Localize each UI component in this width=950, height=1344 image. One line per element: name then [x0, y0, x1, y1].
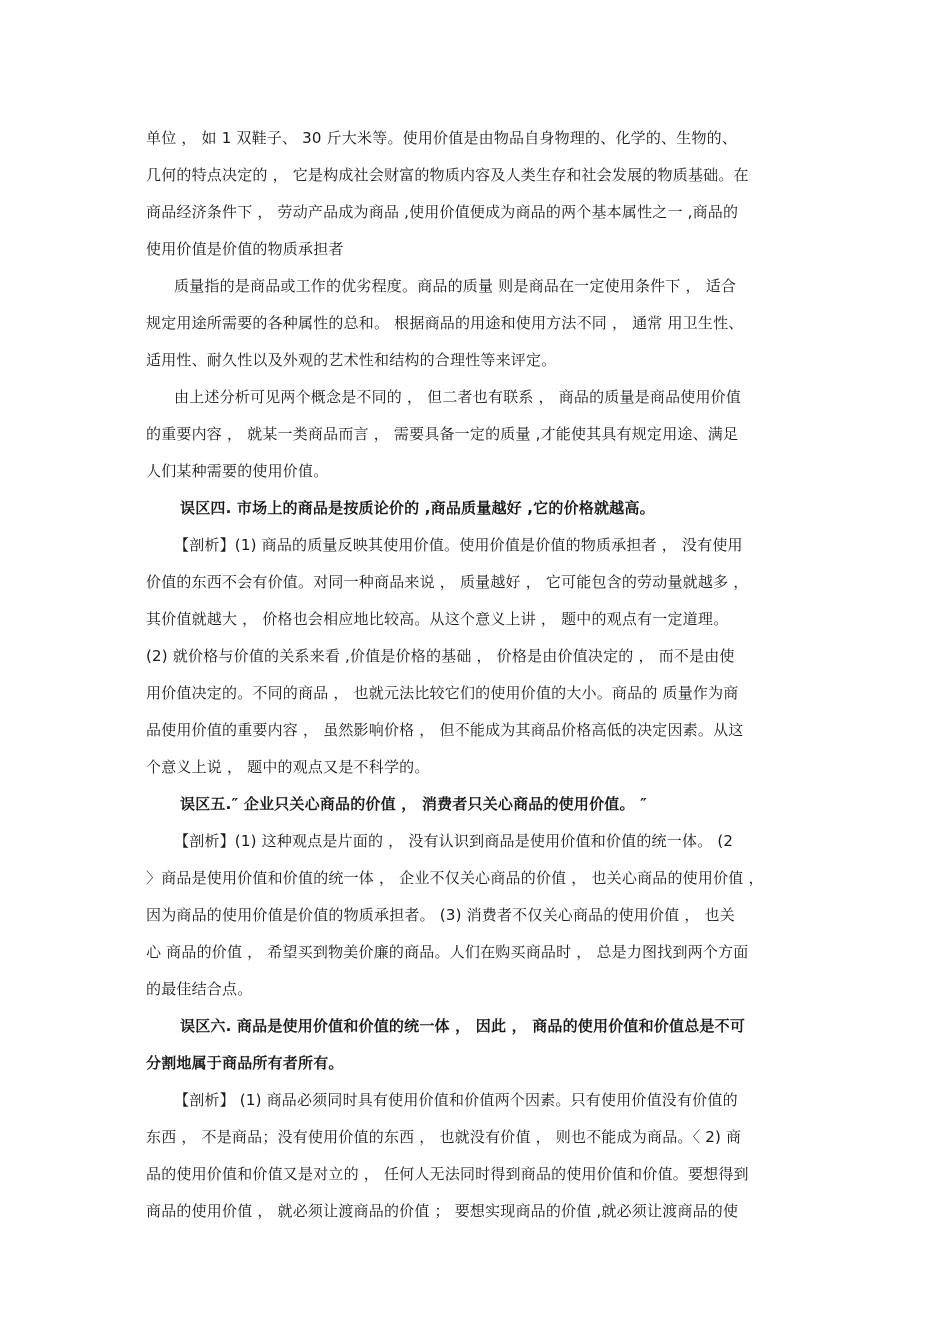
section-heading-line: 分割地属于商品所有者所有。: [146, 1054, 344, 1072]
text-line: 商品的使用价值 ， 就必须让渡商品的价值 ； 要想实现商品的价值 ,就必须让渡商品的使: [146, 1202, 739, 1220]
text-line: 〉商品是使用价值和价值的统一体 ， 企业不仅关心商品的价值 ， 也关心商品的使用价值 ，: [146, 869, 764, 887]
section-heading-line: 误区六. 商品是使用价值和价值的统一体 ， 因此 ， 商品的使用价值和价值总是不可: [180, 1017, 746, 1035]
text-line: 【剖析】(1) 这种观点是片面的 ， 没有认识到商品是使用价值和价值的统一体。 (2: [174, 832, 734, 850]
section-heading-line: 误区四. 市场上的商品是按质论价的 ,商品质量越好 ,它的价格就越高。: [180, 499, 655, 517]
text-line: 商品经济条件下 ， 劳动产品成为商品 ,使用价值便成为商品的两个基本属性之一 ,商品的: [146, 203, 739, 221]
text-line: 品的使用价值和价值又是对立的 ， 任何人无法同时得到商品的使用价值和价值。要想得到: [146, 1165, 749, 1183]
text-line: 质量指的是商品或工作的优劣程度。商品的质量 则是商品在一定使用条件下 ， 适合: [174, 277, 737, 295]
text-line: 心 商品的价值 ， 希望买到物美价廉的商品。人们在购买商品时 ， 总是力图找到两个方面: [146, 943, 749, 961]
text-line: 东西 ， 不是商品；没有使用价值的东西 ， 也就没有价值 ， 则也不能成为商品。〈 2) 商: [146, 1128, 742, 1146]
text-line: 个意义上说 ， 题中的观点又是不科学的。: [146, 758, 430, 776]
text-line: 适用性、耐久性以及外观的艺术性和结构的合理性等来评定。: [146, 351, 557, 369]
text-line: 的重要内容 ， 就某一类商品而言 ， 需要具备一定的质量 ,才能使其具有规定用途、满足: [146, 425, 739, 443]
text-line: 几何的特点决定的 ， 它是构成社会财富的物质内容及人类生存和社会发展的物质基础。在: [146, 166, 749, 184]
text-line: 规定用途所需要的各种属性的总和。 根据商品的用途和使用方法不同 ， 通常 用卫生性、: [146, 314, 744, 332]
text-line: 单位 ， 如 1 双鞋子、 30 斤大米等。使用价值是由物品自身物理的、化学的、生物的、: [146, 129, 738, 147]
text-line: 用价值决定的。不同的商品 ， 也就元法比较它们的使用价值的大小。商品的 质量作为商: [146, 684, 739, 702]
text-line: 使用价值是价值的物质承担者: [146, 240, 344, 258]
text-line: 其价值就越大 ， 价格也会相应地比较高。从这个意义上讲 ， 题中的观点有一定道理。: [146, 610, 729, 628]
text-line: 【剖析】(1) 商品的质量反映其使用价值。使用价值是价值的物质承担者 ， 没有使用: [174, 536, 743, 554]
document-body: [146, 120, 811, 1230]
text-line: 【剖析】 (1) 商品必须同时具有使用价值和价值两个因素。只有使用价值没有价值的: [174, 1091, 738, 1109]
text-line: 的最佳结合点。: [146, 980, 253, 998]
text-line: 品使用价值的重要内容 ， 虽然影响价格 ， 但不能成为其商品价格高低的决定因素。从这: [146, 721, 744, 739]
text-line: 价值的东西不会有价值。对同一种商品来说 ， 质量越好 ， 它可能包含的劳动量就越多 ，: [146, 573, 749, 591]
text-line: 由上述分析可见两个概念是不同的 ， 但二者也有联系 ， 商品的质量是商品使用价值: [174, 388, 742, 406]
text-line: 因为商品的使用价值是价值的物质承担者。 (3) 消费者不仅关心商品的使用价值 ， 也关: [146, 906, 735, 924]
text-line: 人们某种需要的使用价值。: [146, 462, 329, 480]
text-line: (2) 就价格与价值的关系来看 ,价值是价格的基础 ， 价格是由价值决定的 ， 而不是由使: [146, 647, 735, 665]
section-heading-line: 误区五.″ 企业只关心商品的价值 ， 消费者只关心商品的使用价值。 ″: [180, 795, 647, 813]
